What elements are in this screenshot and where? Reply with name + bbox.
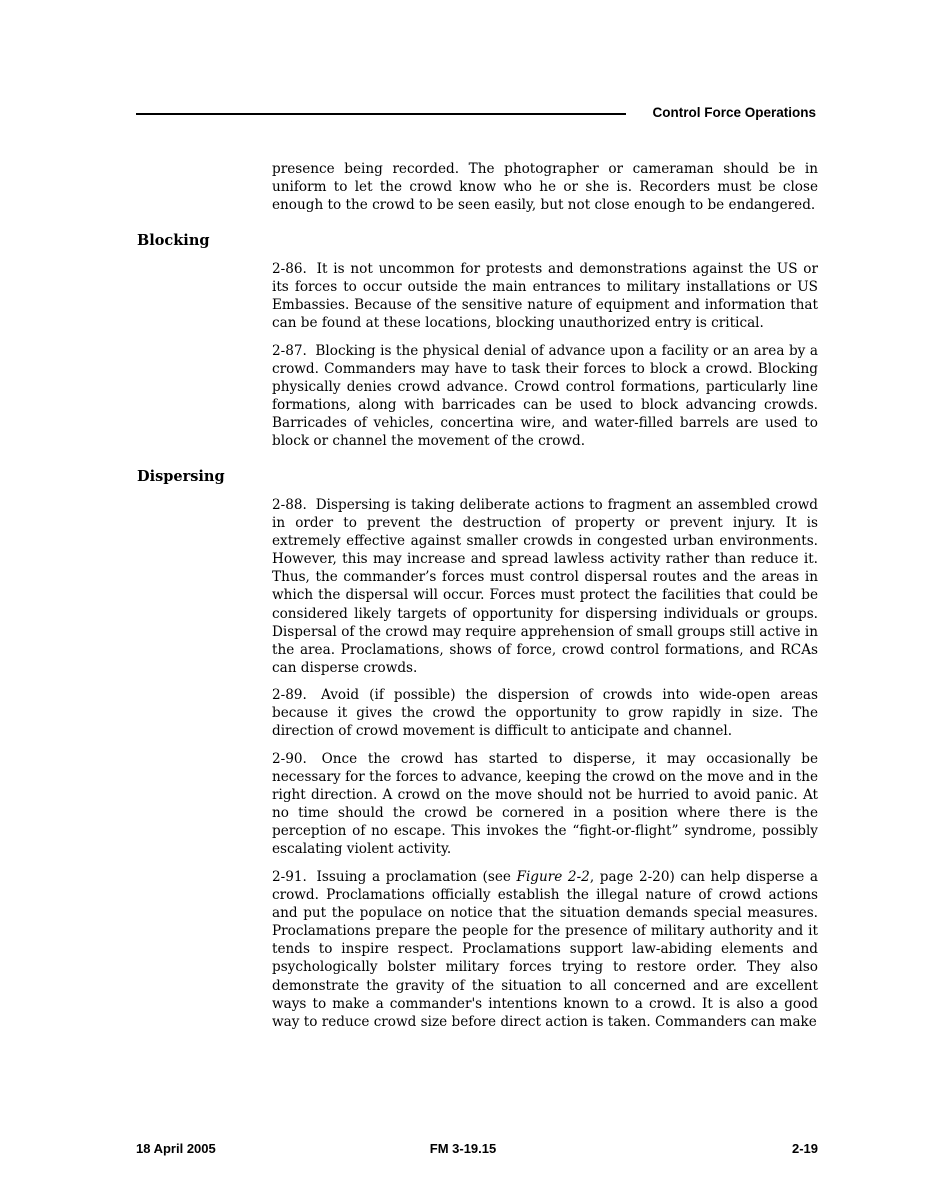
paragraph-number: 2-86.	[272, 261, 307, 277]
paragraph-number: 2-91.	[272, 869, 307, 885]
paragraph-number: 2-89.	[272, 687, 307, 703]
footer-date: 18 April 2005	[136, 1141, 216, 1156]
paragraph-text: Issuing a proclamation (see	[316, 869, 517, 885]
figure-reference: Figure 2-2	[516, 869, 590, 885]
footer-page-number: 2-19	[791, 1141, 818, 1156]
paragraph-text: Dispersing is taking deliberate actions to fragment an assembled crowd in order to prevent the destruction of property or prevent injury. It is extremely effective against smaller crowds in congested urban environments. However, this may increase and spread lawless activity rather than reduce it. Thus, the commander’s forces must control dispersal routes and the areas in which the dispersal will occur. Forces must protect the facilities that could be considered likely targets of opportunity for dispersing individuals or groups. Dispersal of the crowd may require apprehension of small groups still active in the area. Proclamations, shows of force, crowd control formations, and RCAs can disperse crowds.	[272, 497, 818, 676]
paragraph-2-86	[272, 260, 818, 332]
paragraph-text: Once the crowd has started to disperse, it may occasionally be necessary for the forces to advance, keeping the crowd on the move and in the right direction. A crowd on the move should not be hurried to avoid panic. At no time should the crowd be cornered in a position where there is the perception of no escape. This invokes the “fight-or-flight” syndrome, possibly escalating violent activity.	[272, 751, 818, 858]
paragraph-number: 2-90.	[272, 751, 307, 767]
running-header-title: Control Force Operations	[652, 105, 816, 120]
paragraph-text: Blocking is the physical denial of advance upon a facility or an area by a crowd. Commanders may have to task their forces to block a crowd. Blocking physically denies crowd advance. Crowd control formations, particularly line formations, along with barricades can be used to block advancing crowds. Barricades of vehicles, concertina wire, and water-filled barrels are used to block or channel the movement of the crowd.	[272, 343, 818, 450]
paragraph-text: , page 2-20) can help disperse a crowd. Proclamations officially establish the illegal nature of crowd actions and put the populace on notice that the situation demands special measures. Proclamations prepare the people for the presence of military authority and it tends to inspire respect. Proclamations support law-abiding elements and psychologically bolster military forces trying to restore order. They also demonstrate the gravity of the situation to all concerned and are excellent ways to make a commander's intentions known to a crowd. It is also a good way to reduce crowd size before direct action is taken. Commanders can make	[272, 869, 818, 1030]
paragraph-2-88	[272, 496, 818, 677]
paragraph-2-91	[272, 868, 818, 1031]
section-heading-dispersing: Dispersing	[137, 468, 225, 485]
section-heading-blocking: Blocking	[137, 232, 210, 249]
paragraph-number: 2-88.	[272, 497, 307, 513]
paragraph-number: 2-87.	[272, 343, 307, 359]
paragraph-text: Avoid (if possible) the dispersion of crowds into wide-open areas because it gives the crowd the opportunity to grow rapidly in size. The direction of crowd movement is difficult to anticipate and channel.	[272, 687, 818, 740]
paragraph-text: It is not uncommon for protests and demonstrations against the US or its forces to occur outside the main entrances to military installations or US Embassies. Because of the sensitive nature of equipment and information that can be found at these locations, blocking unauthorized entry is critical.	[272, 261, 818, 332]
paragraph-2-87	[272, 342, 818, 451]
continuation-paragraph: presence being recorded. The photographer or cameraman should be in uniform to let the crowd know who he or she is. Recorders must be close enough to the crowd to be seen easily, but not close enough to be endangered.	[272, 161, 818, 214]
header-rule	[136, 113, 626, 115]
paragraph-2-90	[272, 750, 818, 859]
footer-manual-number: FM 3-19.15	[429, 1141, 497, 1156]
paragraph-2-89	[272, 686, 818, 740]
